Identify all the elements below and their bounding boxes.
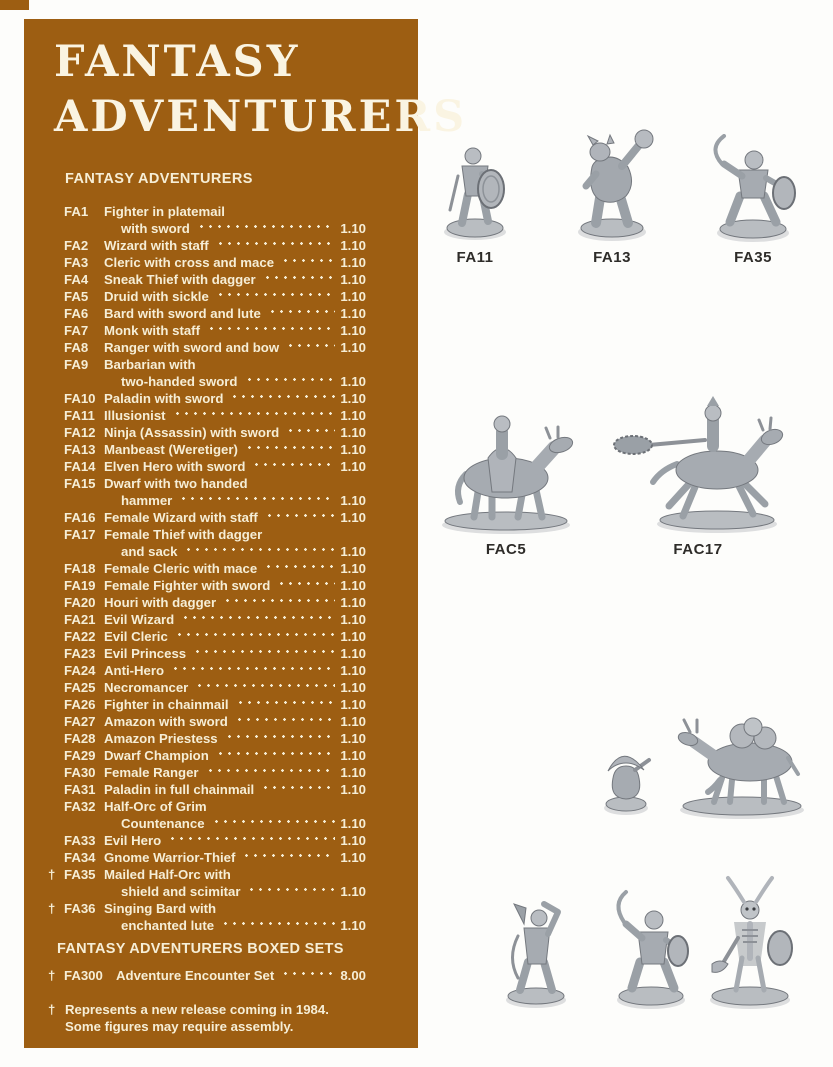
- item-price: 1.10: [340, 238, 366, 253]
- miniature-photo-fa35: [698, 134, 808, 266]
- miniature-photo-skeleton-warrior: [692, 872, 808, 1010]
- footnote-text1: Represents a new release coming in 1984.: [65, 1002, 329, 1017]
- leader-dots: [216, 747, 336, 764]
- catalog-item: [48, 696, 366, 713]
- catalog-row: [48, 339, 366, 356]
- catalog-item: [48, 798, 366, 832]
- item-code: FA5: [64, 289, 89, 304]
- item-price: 1.10: [340, 884, 366, 899]
- catalog-row: [48, 407, 366, 424]
- gnome-miniature-icon: [595, 740, 657, 816]
- item-code: FA10: [64, 391, 96, 406]
- page-title-line1: FANTASY: [54, 37, 301, 87]
- catalog-item: [48, 356, 366, 390]
- footnote-text2: Some figures may require assembly.: [65, 1019, 294, 1034]
- catalog-row: [48, 798, 366, 815]
- item-code: FA9: [64, 357, 89, 372]
- catalog-item: [48, 628, 366, 645]
- item-code: FA28: [64, 731, 96, 746]
- orc-with-scimitar-miniature-icon: [700, 134, 806, 244]
- photo-label-fac5: FAC5: [485, 541, 527, 558]
- catalog-row: [48, 390, 366, 407]
- item-name: Evil Wizard: [104, 612, 175, 627]
- leader-dots: [286, 339, 335, 356]
- catalog-item: [48, 424, 366, 441]
- catalog-item: [48, 322, 366, 339]
- item-name: Fighter in platemail: [104, 204, 225, 219]
- item-name: Evil Cleric: [104, 629, 168, 644]
- item-price: 1.10: [340, 306, 366, 321]
- catalog-row: [48, 492, 366, 509]
- dagger-mark: †: [48, 968, 56, 983]
- item-name: Illusionist: [104, 408, 166, 423]
- catalog-item: [48, 458, 366, 475]
- catalog-item: [48, 237, 366, 254]
- item-name: two-handed sword: [121, 374, 238, 389]
- catalog-row: [48, 594, 366, 611]
- item-code: FA26: [64, 697, 96, 712]
- miniature-photo-fa13: [560, 122, 664, 266]
- leader-dots: [225, 730, 336, 747]
- leader-dots: [223, 594, 335, 611]
- leader-dots: [184, 543, 335, 560]
- item-code: FA24: [64, 663, 96, 678]
- item-name: Mailed Half-Orc with: [104, 867, 231, 882]
- catalog-row: [48, 560, 366, 577]
- item-price: 1.10: [340, 510, 366, 525]
- item-code: FA2: [64, 238, 89, 253]
- catalog-row: [48, 237, 366, 254]
- catalog-row: [48, 526, 366, 543]
- manbeast-miniature-icon: [562, 122, 662, 244]
- item-name: Paladin in full chainmail: [104, 782, 255, 797]
- item-code: FA36: [64, 901, 96, 916]
- item-name: Druid with sickle: [104, 289, 209, 304]
- item-name: Evil Princess: [104, 646, 187, 661]
- catalog-row: [48, 322, 366, 339]
- catalog-row: [48, 713, 366, 730]
- item-name: and sack: [121, 544, 178, 559]
- leader-dots: [181, 611, 335, 628]
- leader-dots: [171, 662, 335, 679]
- catalog-item: [48, 730, 366, 747]
- catalog-row: [48, 866, 366, 883]
- item-name: Singing Bard with: [104, 901, 217, 916]
- item-code: FA15: [64, 476, 96, 491]
- item-price: 1.10: [340, 255, 366, 270]
- catalog-row: [48, 458, 366, 475]
- catalog-row: [48, 254, 366, 271]
- item-price: 1.10: [340, 765, 366, 780]
- page-title: [54, 35, 467, 145]
- item-code: FA8: [64, 340, 89, 355]
- catalog-item: [48, 509, 366, 526]
- item-price: 1.10: [340, 782, 366, 797]
- item-price: 1.10: [340, 680, 366, 695]
- item-price: 1.10: [340, 221, 366, 236]
- item-code: FA4: [64, 272, 89, 287]
- item-price: 1.10: [340, 408, 366, 423]
- catalog-item: [48, 441, 366, 458]
- item-price: 1.10: [340, 629, 366, 644]
- leader-dots: [281, 254, 335, 271]
- catalog-item: [48, 781, 366, 798]
- item-name: Sneak Thief with dagger: [104, 272, 256, 287]
- item-price: 1.10: [340, 918, 366, 933]
- item-name: Half-Orc of Grim: [104, 799, 207, 814]
- item-name: Elven Hero with sword: [104, 459, 246, 474]
- boxed-sets-list: [48, 967, 366, 984]
- item-name: Female Fighter with sword: [104, 578, 271, 593]
- item-price: 1.10: [340, 493, 366, 508]
- leader-dots: [252, 458, 335, 475]
- item-price: 1.10: [340, 391, 366, 406]
- item-price: 1.10: [340, 850, 366, 865]
- catalog-row: [48, 662, 366, 679]
- item-price: 1.10: [340, 663, 366, 678]
- leader-dots: [245, 373, 336, 390]
- item-name: Manbeast (Weretiger): [104, 442, 238, 457]
- catalog-item: [48, 900, 366, 934]
- item-price: 1.10: [340, 714, 366, 729]
- photo-label-fa11: FA11: [456, 249, 494, 266]
- leader-dots: [236, 696, 336, 713]
- leader-dots: [175, 628, 336, 645]
- catalog-row: [48, 628, 366, 645]
- catalog-row: [48, 645, 366, 662]
- item-name: Dwarf with two handed: [104, 476, 248, 491]
- catalog-item: [48, 407, 366, 424]
- catalog-row: [48, 696, 366, 713]
- leader-dots: [263, 271, 336, 288]
- leader-dots: [265, 509, 336, 526]
- item-name: Dwarf Champion: [104, 748, 209, 763]
- catalog-item: [48, 475, 366, 509]
- item-name: Paladin with sword: [104, 391, 224, 406]
- item-price: 1.10: [340, 272, 366, 287]
- item-price: 1.10: [340, 459, 366, 474]
- leader-dots: [235, 713, 336, 730]
- item-price: 1.10: [340, 442, 366, 457]
- catalog-row: [48, 832, 366, 849]
- catalog-row: [48, 475, 366, 492]
- item-price: 1.10: [340, 578, 366, 593]
- item-name: Adventure Encounter Set: [116, 968, 275, 983]
- dagger-mark: †: [48, 1002, 56, 1017]
- section-header: FANTASY ADVENTURERS: [65, 171, 253, 187]
- photo-label-fa13: FA13: [593, 249, 631, 266]
- item-code: FA23: [64, 646, 96, 661]
- leader-dots: [206, 764, 336, 781]
- catalog-row: [48, 764, 366, 781]
- dagger-mark: †: [48, 901, 56, 916]
- item-name: Necromancer: [104, 680, 189, 695]
- item-name: Ninja (Assassin) with sword: [104, 425, 280, 440]
- catalog-row: [48, 288, 366, 305]
- catalog-row: [48, 730, 366, 747]
- item-price: 1.10: [340, 323, 366, 338]
- item-price: 1.10: [340, 289, 366, 304]
- catalog-item: [48, 679, 366, 696]
- leader-dots: [268, 305, 336, 322]
- catalog-row: [48, 900, 366, 917]
- catalog-row: [48, 271, 366, 288]
- catalog-row: [48, 356, 366, 373]
- catalog-item: [48, 832, 366, 849]
- dagger-mark: †: [48, 867, 56, 882]
- catalog-row: [48, 815, 366, 832]
- catalog-item: [48, 288, 366, 305]
- item-price: 1.10: [340, 697, 366, 712]
- page-title-line2: ADVENTURERS: [54, 92, 468, 142]
- item-code: FA30: [64, 765, 96, 780]
- item-name: Monk with staff: [104, 323, 200, 338]
- leader-dots: [281, 967, 335, 984]
- leader-dots: [261, 781, 335, 798]
- item-code: FA29: [64, 748, 96, 763]
- catalog-item: [48, 560, 366, 577]
- leader-dots: [197, 220, 335, 237]
- item-price: 1.10: [340, 561, 366, 576]
- item-name: Houri with dagger: [104, 595, 217, 610]
- item-code: FA21: [64, 612, 96, 627]
- item-name: Female Thief with dagger: [104, 527, 263, 542]
- leader-dots: [195, 679, 335, 696]
- item-code: FA32: [64, 799, 96, 814]
- item-code: FA20: [64, 595, 96, 610]
- catalog-item: [48, 713, 366, 730]
- item-price: 1.10: [340, 646, 366, 661]
- catalog-row: [48, 203, 366, 220]
- item-price: 1.10: [340, 425, 366, 440]
- catalog-item: [48, 747, 366, 764]
- leader-dots: [245, 441, 335, 458]
- item-code: FA300: [64, 968, 103, 983]
- item-price: 1.10: [340, 340, 366, 355]
- catalog-item: [48, 594, 366, 611]
- catalog-item: [48, 526, 366, 560]
- miniature-photo-fac5: [428, 396, 584, 558]
- item-code: FA16: [64, 510, 96, 525]
- item-code: FA6: [64, 306, 89, 321]
- item-code: FA12: [64, 425, 96, 440]
- catalog-row: [48, 373, 366, 390]
- catalog-row: [48, 577, 366, 594]
- item-name: Gnome Warrior-Thief: [104, 850, 236, 865]
- item-price: 1.10: [340, 816, 366, 831]
- catalog-item: [48, 866, 366, 900]
- leader-dots: [212, 815, 336, 832]
- item-price: 8.00: [340, 968, 366, 983]
- archer-miniature-icon: [494, 878, 579, 1010]
- catalog-row: [48, 305, 366, 322]
- item-price: 1.10: [340, 833, 366, 848]
- item-code: FA25: [64, 680, 96, 695]
- catalog-item: [48, 390, 366, 407]
- catalog-item: [48, 271, 366, 288]
- item-code: FA31: [64, 782, 96, 797]
- miniature-photo-gnome: [594, 740, 658, 816]
- leader-dots: [207, 322, 335, 339]
- catalog-item: [48, 764, 366, 781]
- leader-dots: [216, 288, 336, 305]
- catalog-item: [48, 849, 366, 866]
- photo-label-fac17: FAC17: [673, 541, 723, 558]
- catalog-item: [48, 339, 366, 356]
- catalog-row: [48, 679, 366, 696]
- item-name: Amazon Priestess: [104, 731, 218, 746]
- catalog-item: [48, 305, 366, 322]
- leader-dots: [216, 237, 336, 254]
- catalog-list: [48, 203, 366, 934]
- catalog-row: [48, 543, 366, 560]
- item-name: Female Wizard with staff: [104, 510, 258, 525]
- item-name: Ranger with sword and bow: [104, 340, 280, 355]
- catalog-item: [48, 203, 366, 237]
- leader-dots: [286, 424, 335, 441]
- item-name: Barbarian with: [104, 357, 196, 372]
- item-price: 1.10: [340, 612, 366, 627]
- horned-skeleton-warrior-miniature-icon: [694, 872, 806, 1010]
- item-code: FA19: [64, 578, 96, 593]
- item-code: FA7: [64, 323, 89, 338]
- item-name: enchanted lute: [121, 918, 215, 933]
- orc-with-scimitar-and-shield-miniature-icon: [604, 888, 699, 1010]
- scan-corner-mark: [0, 0, 29, 10]
- footnote-line2: [48, 1018, 388, 1035]
- leader-dots: [247, 883, 335, 900]
- item-code: FA1: [64, 204, 89, 219]
- item-code: FA27: [64, 714, 96, 729]
- galloping-rider-miniature-icon: [603, 384, 793, 536]
- item-name: Bard with sword and lute: [104, 306, 261, 321]
- item-code: FA22: [64, 629, 96, 644]
- catalog-row: [48, 883, 366, 900]
- miniature-photo-fa11: [430, 126, 520, 266]
- footnote-line1: [48, 1001, 388, 1018]
- item-name: Cleric with cross and mace: [104, 255, 275, 270]
- item-code: FA33: [64, 833, 96, 848]
- catalog-row: [48, 781, 366, 798]
- catalog-item: [48, 611, 366, 628]
- catalog-row: [48, 509, 366, 526]
- item-name: Female Cleric with mace: [104, 561, 258, 576]
- item-name: Fighter in chainmail: [104, 697, 229, 712]
- photo-label-fa35: FA35: [734, 249, 772, 266]
- item-name: Countenance: [121, 816, 205, 831]
- item-name: Evil Hero: [104, 833, 162, 848]
- item-name: Amazon with sword: [104, 714, 228, 729]
- catalog-item: [48, 967, 366, 984]
- catalog-item: [48, 662, 366, 679]
- item-code: FA35: [64, 867, 96, 882]
- catalog-item: [48, 645, 366, 662]
- item-name: Wizard with staff: [104, 238, 209, 253]
- catalog-row: [48, 849, 366, 866]
- item-code: FA18: [64, 561, 96, 576]
- leader-dots: [242, 849, 335, 866]
- item-code: FA17: [64, 527, 96, 542]
- catalog-row: [48, 220, 366, 237]
- item-code: FA14: [64, 459, 96, 474]
- item-name: Female Ranger: [104, 765, 199, 780]
- item-price: 1.10: [340, 595, 366, 610]
- item-name: with sword: [121, 221, 190, 236]
- catalog-row: [48, 441, 366, 458]
- pack-mule-miniature-icon: [664, 700, 814, 820]
- leader-dots: [230, 390, 335, 407]
- leader-dots: [277, 577, 335, 594]
- leader-dots: [179, 492, 335, 509]
- leader-dots: [264, 560, 335, 577]
- miniature-photo-archer: [492, 878, 580, 1010]
- item-price: 1.10: [340, 731, 366, 746]
- item-code: FA13: [64, 442, 96, 457]
- item-price: 1.10: [340, 748, 366, 763]
- catalog-item: [48, 577, 366, 594]
- boxed-sets-header: FANTASY ADVENTURERS BOXED SETS: [57, 941, 344, 957]
- item-name: hammer: [121, 493, 173, 508]
- price-list-panel: [24, 19, 468, 1048]
- item-price: 1.10: [340, 544, 366, 559]
- miniature-photo-fac17: [600, 384, 796, 558]
- fighter-with-shield-miniature-icon: [432, 126, 518, 244]
- catalog-row: [48, 967, 366, 984]
- miniature-photo-orc: [602, 888, 700, 1010]
- catalog-row: [48, 611, 366, 628]
- leader-dots: [168, 832, 335, 849]
- miniature-photo-pack-mule: [662, 700, 816, 820]
- catalog-item: [48, 254, 366, 271]
- item-price: 1.10: [340, 374, 366, 389]
- footnote: [48, 1001, 388, 1035]
- item-name: Anti-Hero: [104, 663, 165, 678]
- catalog-row: [48, 917, 366, 934]
- leader-dots: [173, 407, 336, 424]
- catalog-row: [48, 424, 366, 441]
- item-code: FA11: [64, 408, 95, 423]
- item-code: FA3: [64, 255, 89, 270]
- catalog-row: [48, 747, 366, 764]
- item-code: FA34: [64, 850, 96, 865]
- leader-dots: [193, 645, 335, 662]
- mounted-rider-miniature-icon: [430, 396, 582, 536]
- leader-dots: [221, 917, 335, 934]
- item-name: shield and scimitar: [121, 884, 241, 899]
